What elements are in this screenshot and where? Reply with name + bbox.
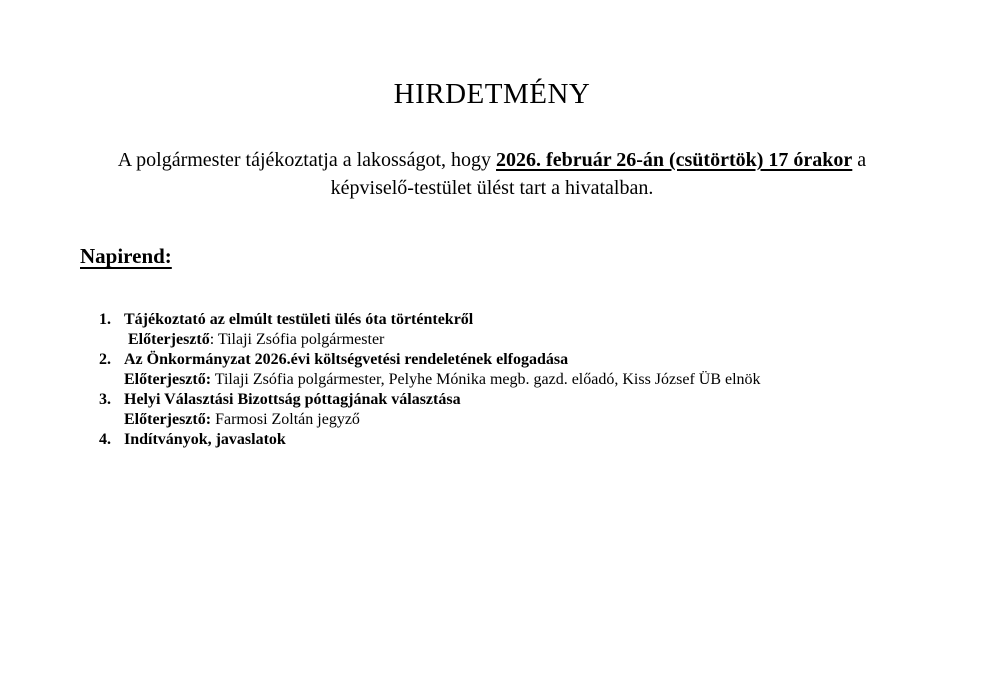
agenda-item-title: Az Önkormányzat 2026.évi költségvetési rendeletének elfogadása bbox=[124, 351, 569, 368]
agenda-item-body bbox=[124, 430, 286, 450]
presenter-text: Tilaji Zsófia polgármester, Pelyhe Mónika megb. gazd. előadó, Kiss József ÜB elnök bbox=[211, 371, 761, 388]
meeting-datetime: 2026. február 26-án (csütörtök) 17 órakor bbox=[496, 149, 853, 171]
agenda-list bbox=[99, 310, 859, 450]
agenda-item-number: 2. bbox=[99, 351, 111, 368]
agenda-item-number: 3. bbox=[99, 391, 111, 408]
agenda-item-body bbox=[124, 310, 473, 350]
agenda-item-number: 1. bbox=[99, 311, 111, 328]
intro-text-after: a bbox=[852, 149, 867, 171]
intro-text-before: A polgármester tájékoztatja a lakosságot, hogy bbox=[117, 149, 497, 171]
agenda-item-title: Indítványok, javaslatok bbox=[124, 431, 286, 448]
presenter-label: Előterjesztő: bbox=[124, 411, 212, 428]
presenter-label: Előterjesztő: bbox=[124, 371, 212, 388]
presenter-text: Farmosi Zoltán jegyző bbox=[211, 411, 360, 428]
agenda-item bbox=[99, 310, 859, 350]
presenter-label: Előterjesztő bbox=[128, 331, 210, 348]
agenda-item-number: 4. bbox=[99, 431, 111, 448]
presenter-text: : Tilaji Zsófia polgármester bbox=[209, 331, 385, 348]
agenda-item-title: Tájékoztató az elmúlt testületi ülés óta történtekről bbox=[124, 311, 474, 328]
agenda-item-presenter bbox=[124, 410, 461, 430]
agenda-item bbox=[99, 390, 859, 430]
agenda-item-body bbox=[124, 350, 761, 390]
agenda-item-title: Helyi Választási Bizottság póttagjának választása bbox=[124, 391, 461, 408]
agenda-item bbox=[99, 430, 859, 450]
document-title: HIRDETMÉNY bbox=[393, 78, 591, 110]
agenda-item-presenter bbox=[124, 330, 473, 350]
agenda-item-body bbox=[124, 390, 461, 430]
agenda-item bbox=[99, 350, 859, 390]
agenda-heading: Napirend: bbox=[80, 244, 172, 268]
agenda-item-presenter bbox=[124, 370, 761, 390]
intro-paragraph bbox=[69, 146, 915, 202]
intro-text-line2: képviselő-testület ülést tart a hivatalban. bbox=[330, 177, 654, 199]
